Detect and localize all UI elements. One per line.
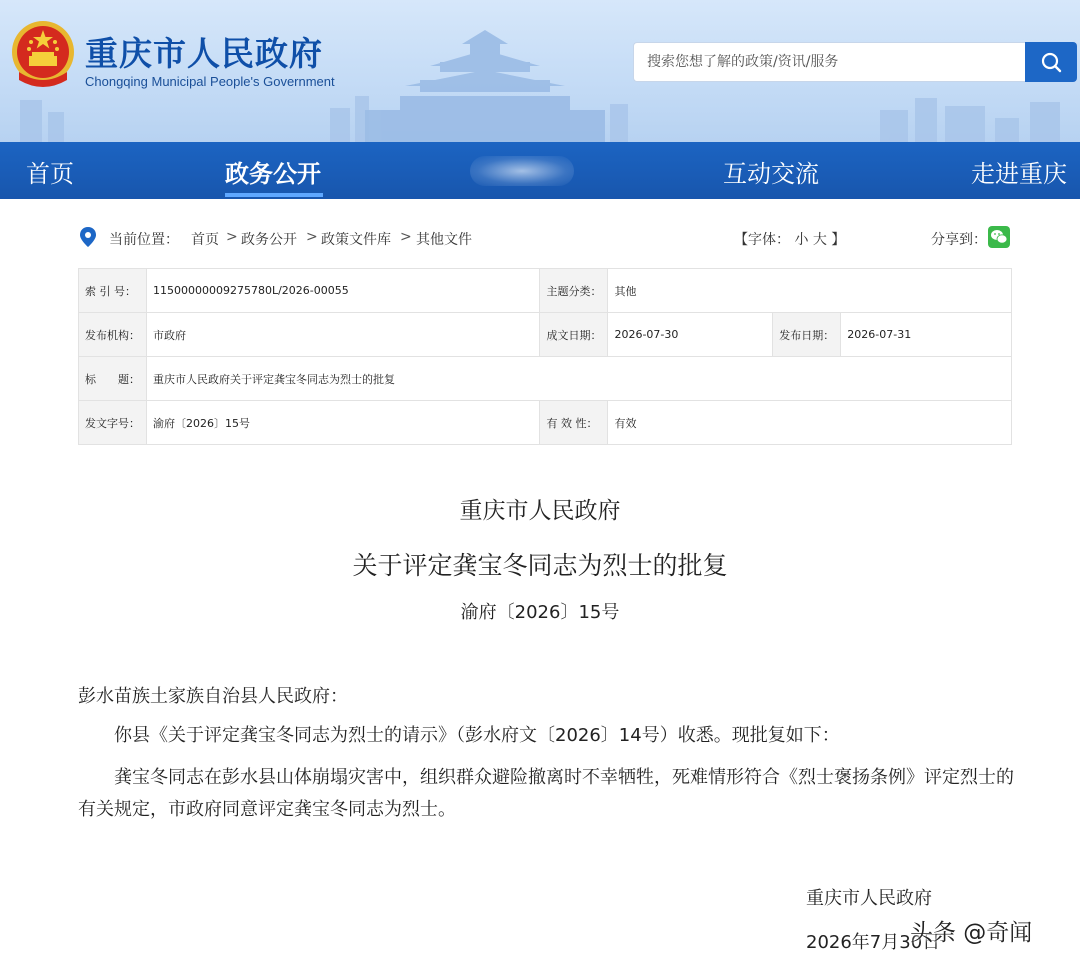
document-paragraph: 龚宝冬同志在彭水县山体崩塌灾害中，组织群众避险撤离时不幸牺牲，死难情形符合《烈士褒扬条例》评定烈士的有关规定，市政府同意评定龚宝冬同志为烈士。 [78,767,1014,820]
doc-number-label: 发文字号： [79,401,147,445]
index-number-label: 索 引 号： [79,269,147,313]
doc-number-value: 渝府〔2026〕15号 [147,401,540,445]
breadcrumb-prefix: 当前位置： [109,232,179,248]
share-label: 分享到： [931,232,987,248]
document-paragraph: 你县《关于评定龚宝冬同志为烈士的请示》（彭水府文〔2026〕14号）收悉。现批复如下： [114,725,840,746]
breadcrumb-separator: > [306,229,318,245]
publish-date-label: 发布日期： [773,313,841,357]
search-button[interactable] [1025,42,1077,82]
breadcrumb-gov-affairs[interactable]: 政务公开 [241,232,297,248]
main-nav [0,142,1080,199]
document-number: 渝府〔2026〕15号 [460,602,620,623]
font-size-control [734,229,845,249]
font-size-label: 【字体： [734,232,790,248]
breadcrumb-separator: > [400,229,412,245]
table-row [79,401,1012,445]
site-header [0,0,1080,142]
breadcrumb [78,224,1012,252]
document-issuer-title: 重庆市人民政府 [459,498,621,524]
font-size-close: 】 [831,232,846,248]
issuer-label: 发布机构： [79,313,147,357]
location-pin-icon [78,226,98,248]
nav-item-gov-affairs[interactable]: 政务公开 [225,160,321,188]
font-large-button[interactable]: 大 [812,232,827,248]
index-number-value: 11500000009275780L/2026-00055 [147,269,540,313]
toutiao-watermark: 头条 @奇闻 [910,920,1033,946]
nav-item-about-chongqing[interactable]: 走进重庆 [971,160,1067,188]
search-input[interactable] [633,42,1026,82]
topic-category-value: 其他 [608,269,1012,313]
table-row [79,269,1012,313]
nav-item-interaction[interactable]: 互动交流 [723,160,819,188]
wechat-icon [990,229,1008,245]
nav-active-indicator [225,193,323,197]
document-info-table [78,268,1012,445]
search-icon [1040,51,1062,73]
breadcrumb-policy-library[interactable]: 政策文件库 [321,232,391,248]
title-label: 标 题： [79,357,147,401]
table-row [79,357,1012,401]
title-value: 重庆市人民政府关于评定龚宝冬同志为烈士的批复 [147,357,1012,401]
validity-value: 有效 [608,401,1012,445]
national-emblem-icon [9,18,77,90]
nav-item-home[interactable]: 首页 [26,160,74,188]
breadcrumb-other-files[interactable]: 其他文件 [416,232,472,248]
nav-item-obscured[interactable] [470,156,574,186]
topic-category-label: 主题分类： [540,269,608,313]
breadcrumb-home[interactable]: 首页 [191,232,219,248]
site-subtitle: Chongqing Municipal People's Government [85,74,335,89]
table-row [79,313,1012,357]
written-date-label: 成文日期： [540,313,608,357]
validity-label: 有 效 性： [540,401,608,445]
written-date-value: 2026-07-30 [608,313,773,357]
wechat-share-button[interactable] [988,226,1010,248]
breadcrumb-separator: > [226,229,238,245]
document-signer: 重庆市人民政府 [806,888,932,909]
document-title: 关于评定龚宝冬同志为烈士的批复 [352,551,728,580]
issuer-value: 市政府 [147,313,540,357]
document-addressee: 彭水苗族土家族自治县人民政府： [78,686,348,707]
font-small-button[interactable]: 小 [794,232,809,248]
publish-date-value: 2026-07-31 [841,313,1012,357]
document-date: 2026年7月30日 [806,932,941,953]
site-title[interactable]: 重庆市人民政府 [85,34,323,73]
